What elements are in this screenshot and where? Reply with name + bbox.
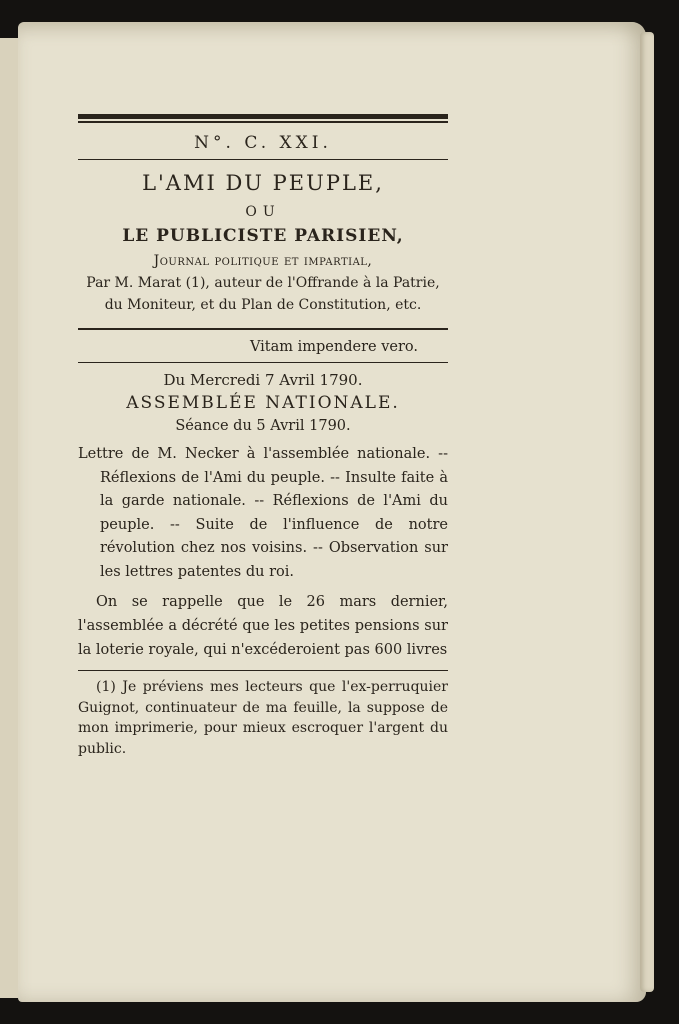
session-date: Séance du 5 Avril 1790.	[175, 418, 351, 434]
author-line-1: Par M. Marat (1), auteur de l'Offrande à la Patrie,	[86, 275, 440, 291]
journal-subtitle: LE PUBLICISTE PARISIEN,	[122, 226, 404, 246]
title-connector: OU	[245, 204, 281, 220]
article-body	[78, 590, 448, 662]
top-rule-thick	[78, 114, 448, 119]
article-summary	[78, 443, 448, 584]
footnote-rule	[78, 670, 448, 671]
page-content	[78, 114, 448, 759]
top-rule-thin	[78, 121, 448, 123]
issue-rule	[78, 159, 448, 161]
footnote-text: (1) Je préviens mes lecteurs que l'ex-perruquier Guignot, continuateur de ma feuille, la suppose de mon imprimerie, pour mieux escroquer l'argent du public.	[78, 679, 448, 757]
motto-rule-bottom	[78, 362, 448, 364]
section-heading: ASSEMBLÉE NATIONALE.	[126, 393, 400, 413]
summary-text: Lettre de M. Necker à l'assemblée nationale. -- Réflexions de l'Ami du peuple. -- Insulte faite à la garde nationale. -- Réflexions de l'Ami du peuple. -- Suite de l'influence de notre révolution chez nos voisins. -- Observation sur les lettres patentes du roi.	[78, 446, 448, 580]
issue-number: N°. C. XXI.	[194, 132, 332, 153]
journal-page	[18, 22, 646, 1002]
motto: Vitam impendere vero.	[249, 338, 418, 355]
issue-date: Du Mercredi 7 Avril 1790.	[163, 371, 363, 389]
motto-block	[78, 328, 448, 363]
journal-description: Journal politique et impartial,	[153, 253, 373, 269]
body-paragraph: On se rappelle que le 26 mars dernier, l'assemblée a décrété que les petites pensions sur la loterie royale, qui n'excéderoient pas 600 livres	[78, 594, 448, 658]
author-line-2: du Moniteur, et du Plan de Constitution, etc.	[104, 297, 422, 313]
footnote	[78, 677, 448, 759]
journal-title: L'AMI DU PEUPLE,	[142, 171, 384, 195]
page-stack-edge	[640, 32, 654, 992]
motto-rule-top	[78, 328, 448, 330]
